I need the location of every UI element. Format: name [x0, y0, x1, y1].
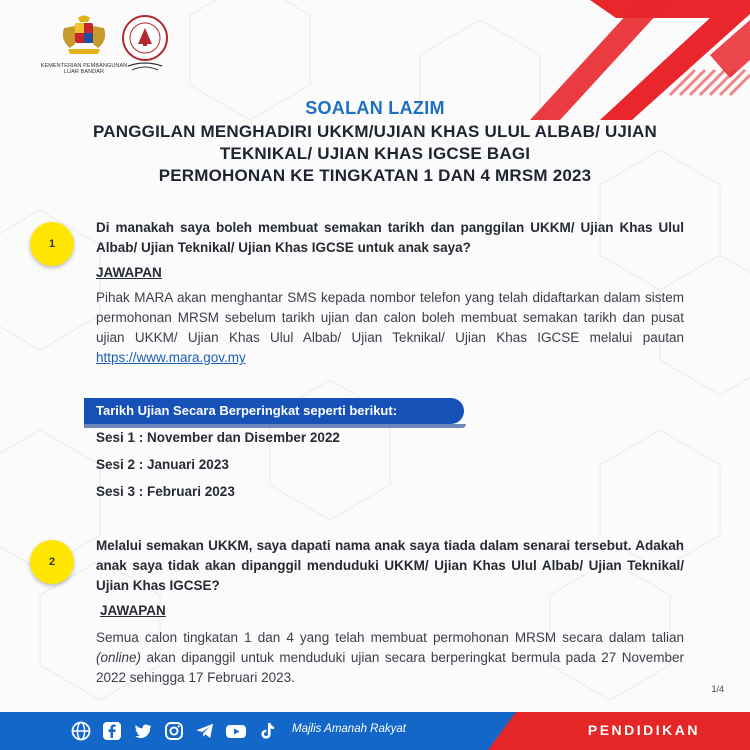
session-3: Sesi 3 : Februari 2023 — [96, 484, 235, 499]
page-title — [20, 121, 730, 187]
page-indicator: 1/4 — [711, 684, 724, 694]
question-number-2: 2 — [30, 540, 74, 584]
title-line-3: PERMOHONAN KE TINGKATAN 1 DAN 4 MRSM 2023 — [158, 166, 592, 185]
faq-label: SOALAN LAZIM — [305, 98, 445, 118]
session-1: Sesi 1 : November dan Disember 2022 — [96, 430, 340, 445]
header — [20, 98, 730, 187]
coat-of-arms-icon — [58, 14, 110, 58]
title-line-1: PANGGILAN MENGHADIRI UKKM/UJIAN KHAS ULUL ALBAB/ UJIAN — [93, 122, 657, 141]
answer-2-online: (online) — [96, 650, 142, 665]
organization-name: Majlis Amanah Rakyat — [292, 723, 406, 735]
answer-label-1: JAWAPAN — [96, 265, 162, 280]
tiktok-icon[interactable] — [256, 720, 278, 742]
answer-2 — [96, 628, 684, 688]
schedule-heading: Tarikh Ujian Secara Berperingkat seperti berikut: — [84, 398, 464, 424]
answer-2-text: Semua calon tingkatan 1 dan 4 yang telah membuat permohonan MRSM secara dalam talian — [96, 630, 684, 645]
ministry-name: KEMENTERIAN PEMBANGUNAN LUAR BANDAR — [40, 63, 128, 75]
answer-1-text: Pihak MARA akan menghantar SMS kepada nombor telefon yang telah didaftarkan dalam sistem permohonan MRSM sebelum tarikh ujian dan calon boleh membuat semakan tarikh dan pusat ujian UKKM/ Ujian Khas Ulul Albab/ Ujian Teknikal/ Ujian Khas IGCSE melalui pautan — [96, 290, 684, 345]
ministry-logo — [38, 14, 130, 78]
question-1: Di manakah saya boleh membuat semakan tarikh dan panggilan UKKM/ Ujian Khas Ulul Albab/ Ujian Teknikal/ Ujian Khas IGCSE untuk anak saya? — [96, 220, 684, 255]
answer-1 — [96, 288, 684, 368]
mara-seal-icon — [118, 14, 172, 74]
twitter-icon[interactable] — [132, 720, 154, 742]
footer-bar — [0, 712, 750, 750]
title-line-2: TEKNIKAL/ UJIAN KHAS IGCSE BAGI — [219, 144, 531, 163]
mara-website-link[interactable]: https://www.mara.gov.my — [96, 350, 246, 365]
question-2: Melalui semakan UKKM, saya dapati nama anak saya tiada dalam senarai tersebut. Adakah anak saya tidak akan dipanggil menduduki UKKM/ Ujian Khas Ulul Albab/ Ujian Teknikal/ Ujian Khas IGCSE? — [96, 538, 684, 593]
social-icons — [70, 720, 278, 742]
category-label: PENDIDIKAN — [587, 722, 700, 738]
answer-label-2: JAWAPAN — [100, 603, 166, 618]
instagram-icon[interactable] — [163, 720, 185, 742]
telegram-icon[interactable] — [194, 720, 216, 742]
answer-2-text-end: akan dipanggil untuk menduduki ujian secara berperingkat bermula pada 27 November 2022 sehingga 17 Februari 2023. — [96, 650, 684, 685]
facebook-icon[interactable] — [101, 720, 123, 742]
question-number-1: 1 — [30, 222, 74, 266]
session-2: Sesi 2 : Januari 2023 — [96, 457, 229, 472]
globe-icon[interactable] — [70, 720, 92, 742]
youtube-icon[interactable] — [225, 720, 247, 742]
